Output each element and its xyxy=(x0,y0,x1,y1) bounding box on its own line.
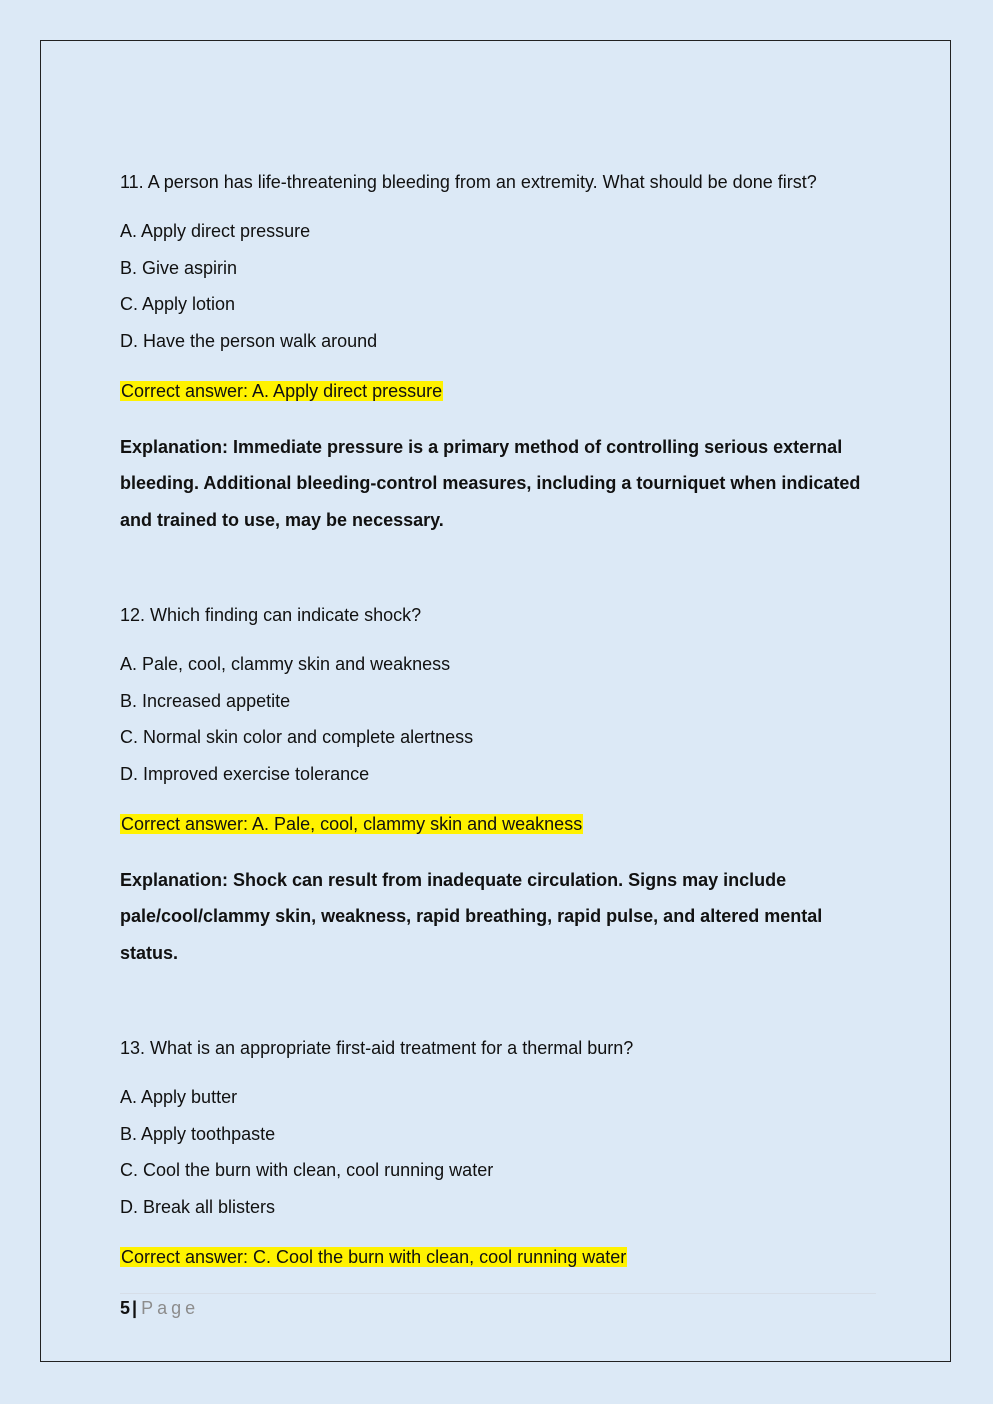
explanation: Explanation: Shock can result from inadequate circulation. Signs may include pale/cool/clammy skin, weakness, rapid breathing, rapid pulse, and altered mental status. xyxy=(120,869,823,964)
question-12 xyxy=(120,604,880,972)
question-11 xyxy=(120,171,880,539)
correct-answer-highlight: Correct answer: A. Apply direct pressure xyxy=(121,380,443,401)
option-a: A. Apply direct pressure xyxy=(120,221,311,241)
question-stem: 11. A person has life-threatening bleeding from an extremity. What should be done first? xyxy=(120,172,817,192)
answer-line xyxy=(120,380,880,402)
correct-answer-highlight: Correct answer: C. Cool the burn with clean, cool running water xyxy=(121,1246,627,1267)
page-footer xyxy=(120,1293,876,1319)
question-stem: 13. What is an appropriate first-aid treatment for a thermal burn? xyxy=(120,1038,634,1058)
page-number: 5 xyxy=(120,1298,131,1318)
answer-line xyxy=(120,1246,880,1268)
correct-answer-highlight: Correct answer: A. Pale, cool, clammy skin and weakness xyxy=(121,813,583,834)
footer-separator: | xyxy=(132,1298,138,1318)
option-d: D. Improved exercise tolerance xyxy=(120,764,370,785)
option-c: C. Normal skin color and complete alertness xyxy=(120,727,474,748)
question-stem: 12. Which finding can indicate shock? xyxy=(120,605,422,625)
option-b: B. Give aspirin xyxy=(120,257,238,278)
option-b: B. Increased appetite xyxy=(120,690,291,711)
option-b: B. Apply toothpaste xyxy=(120,1123,276,1144)
option-d: D. Break all blisters xyxy=(120,1197,276,1218)
option-c: C. Apply lotion xyxy=(120,294,236,315)
page-word: Page xyxy=(141,1298,200,1318)
question-13 xyxy=(120,1037,880,1268)
explanation: Explanation: Immediate pressure is a primary method of controlling serious external bleeding. Additional bleeding-control measures, including a tourniquet when indicated and trained to use, may be necessary. xyxy=(120,436,861,531)
answer-line xyxy=(120,813,880,835)
option-c: C. Cool the burn with clean, cool running water xyxy=(120,1160,494,1181)
option-a: A. Pale, cool, clammy skin and weakness xyxy=(120,654,451,674)
option-a: A. Apply butter xyxy=(120,1087,238,1107)
option-d: D. Have the person walk around xyxy=(120,331,378,352)
